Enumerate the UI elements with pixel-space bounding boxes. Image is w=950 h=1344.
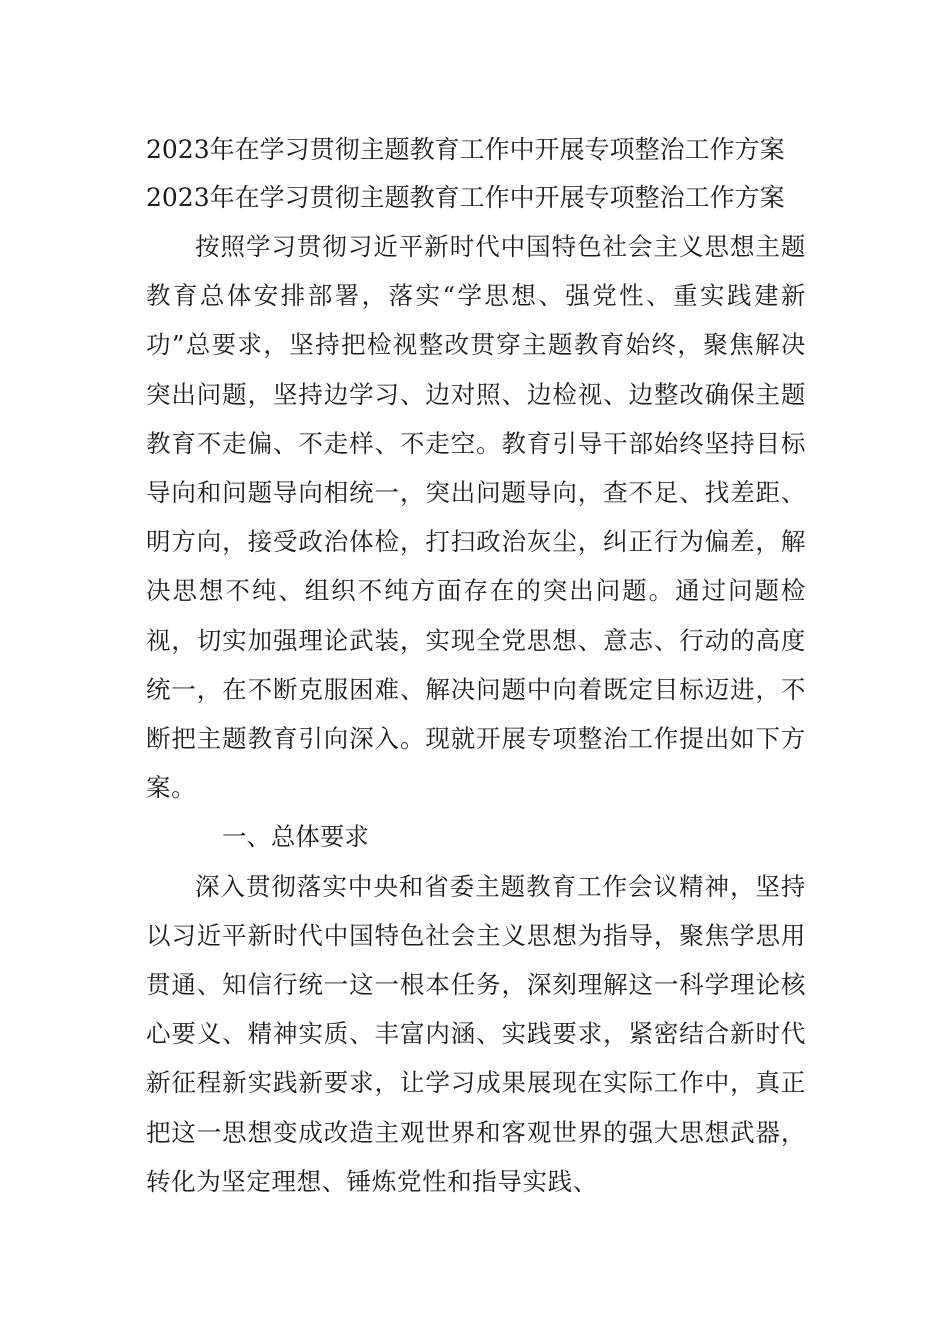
document-title-line-1: 2023年在学习贯彻主题教育工作中开展专项整治工作方案 bbox=[146, 135, 785, 164]
document-page bbox=[146, 126, 806, 1206]
document-title-line-2: 2023年在学习贯彻主题教育工作中开展专项整治工作方案 bbox=[146, 183, 785, 212]
paragraph-general-requirements: 深入贯彻落实中央和省委主题教育工作会议精神，坚持以习近平新时代中国特色社会主义思想为指导，聚焦学思用贯通、知信行统一这一根本任务，深刻理解这一科学理论核心要义、精神实质、丰富内涵、实践要求，紧密结合新时代新征程新实践新要求，让学习成果展现在实际工作中，真正把这一思想变成改造主观世界和客观世界的强大思想武器，转化为坚定理想、锤炼党性和指导实践、 bbox=[146, 871, 806, 1196]
paragraph-intro: 按照学习贯彻习近平新时代中国特色社会主义思想主题教育总体安排部署，落实“学思想、强党性、重实践建新功”总要求，坚持把检视整改贯穿主题教育始终，聚焦解决突出问题，坚持边学习、边对照、边检视、边整改确保主题教育不走偏、不走样、不走空。教育引导干部始终坚持目标导向和问题导向相统一，突出问题导向，查不足、找差距、明方向，接受政治体检，打扫政治灰尘，纠正行为偏差，解决思想不纯、组织不纯方面存在的突出问题。通过问题检视，切实加强理论武装，实现全党思想、意志、行动的高度统一，在不断克服困难、解决问题中向着既定目标迈进，不断把主题教育引向深入。现就开展专项整治工作提出如下方案。 bbox=[146, 232, 806, 803]
section-heading-general-requirements: 一、总体要求 bbox=[221, 822, 369, 852]
